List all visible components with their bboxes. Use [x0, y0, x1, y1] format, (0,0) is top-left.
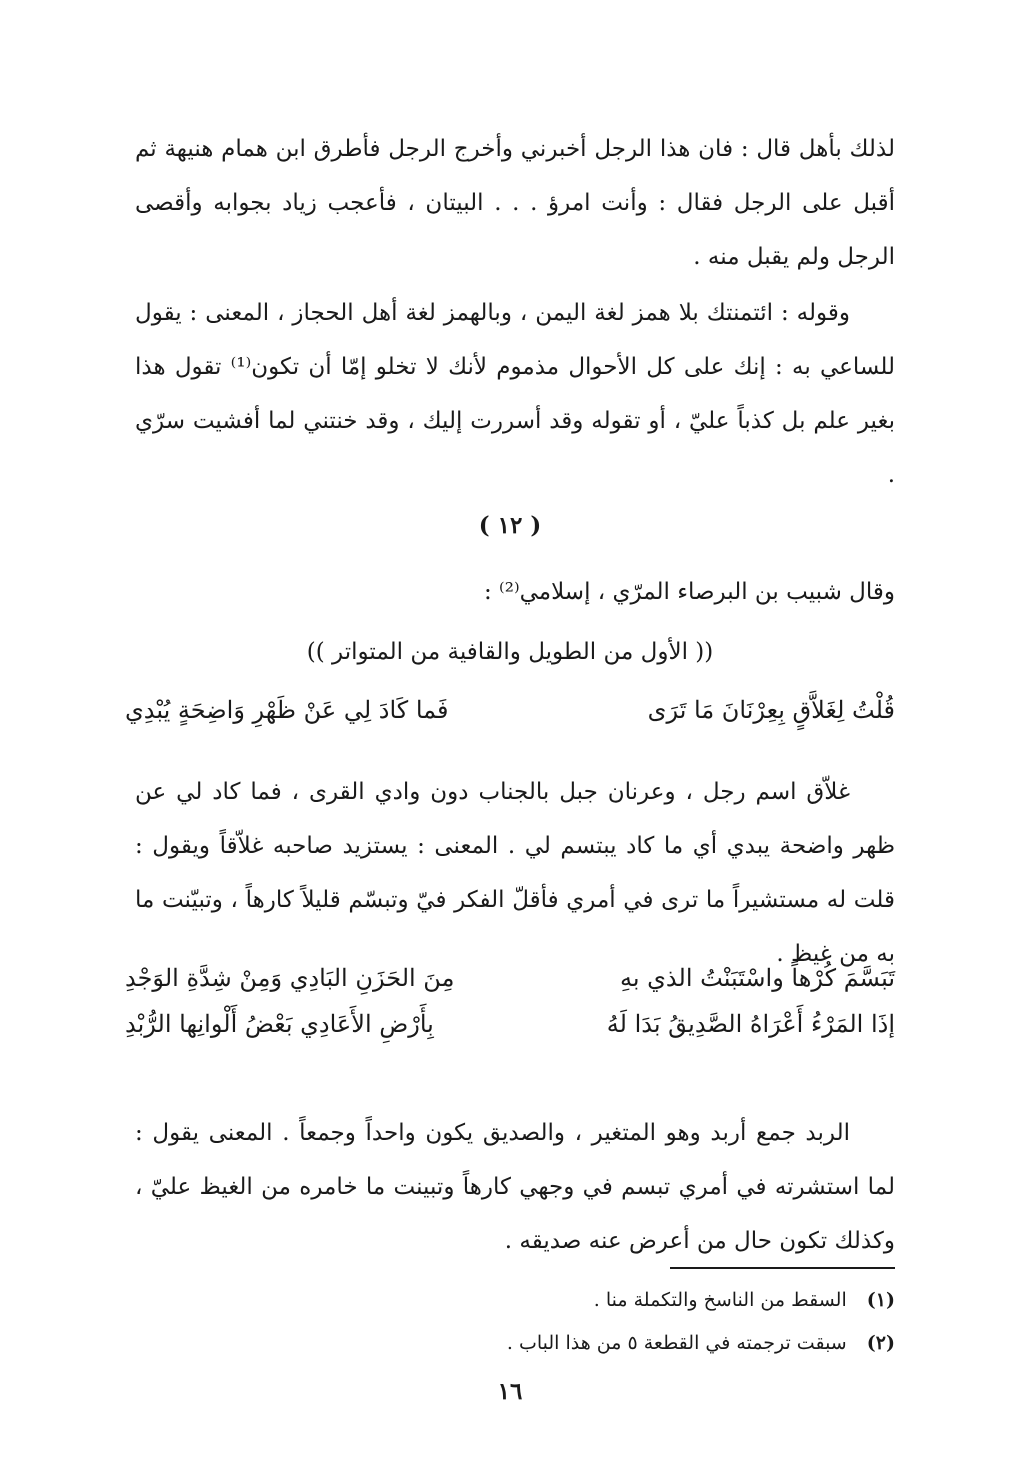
verse-1-first-hemistich: قُلْتُ لِغَلاَّقٍ بِعِرْنَانَ مَا تَرَى	[647, 696, 895, 724]
footnote-1-text: السقط من الناسخ والتكملة منا .	[593, 1289, 847, 1311]
verse-1-second-hemistich: فَما كَادَ لِي عَنْ ظَهْرِ وَاضِحَةٍ يُبْدِي	[125, 696, 449, 724]
verse-3	[125, 1004, 895, 1044]
paragraph-4: الربد جمع أربد وهو المتغير ، والصديق يكون واحداً وجمعاً . المعنى يقول : لما استشرته في أمري تبسم في وجهي كارهاً وتبينت ما خامره من الغيظ عليّ ، وكذلك تكون حال من أعرض عنه صديقه .	[135, 1120, 895, 1254]
footnote-2-text: سبقت ترجمته في القطعة ٥ من هذا الباب .	[506, 1332, 847, 1354]
page-number: ١٦	[497, 1378, 523, 1405]
paragraph-3: غلاّق اسم رجل ، وعرنان جبل بالجناب دون وادي القرى ، فما كاد لي عن ظهر واضحة يبدي أي ما كاد يبتسم لي . المعنى : يستزيد صاحبه غلاّقاً ويقول : قلت له مستشيراً ما ترى في أمري فأقلّ الفكر فيّ وتبسّم قليلاً كارهاً ، وتبيّنت ما به من غيظ .	[135, 779, 895, 967]
verse-2-second-hemistich: مِنَ الحَزَنِ البَادِي وَمِنْ شِدَّةِ الوَجْدِ	[125, 964, 455, 992]
footnote-1-number: (١)	[866, 1289, 895, 1311]
verse-3-first-hemistich: إذَا المَرْءُ أَعْرَاهُ الصَّدِيقُ بَدَا لَهُ	[606, 1010, 895, 1038]
verse-1	[125, 690, 895, 730]
poem-intro: وقال شبيب بن البرصاء المرّي ، إسلامي⁽²⁾ :	[483, 579, 895, 605]
footnote-2-number: (٢)	[866, 1332, 895, 1354]
meter-heading: (( الأول من الطويل والقافية من المتواتر ))	[306, 639, 714, 665]
paragraph-2: وقوله : ائتمنتك بلا همز لغة اليمن ، وبالهمز لغة أهل الحجاز ، المعنى : يقول للساعي به : إنك على كل الأحوال مذموم لأنك لا تخلو إمّا أن تكون⁽¹⁾ تقول هذا بغير علم بل كذباً عليّ ، أو تقوله وقد أسررت إليك ، وقد خنتني لما أفشيت سرّي .	[135, 300, 895, 488]
verse-2-first-hemistich: تَبَسَّمَ كُرْهاً واسْتَبَنْتُ الذي بهِ	[619, 964, 895, 992]
verse-2	[125, 958, 895, 998]
section-number: ( ١٢ )	[478, 512, 542, 539]
footnote-1	[135, 1283, 895, 1317]
paragraph-1: لذلك بأهل قال : فان هذا الرجل أخبرني وأخرج الرجل فأطرق ابن همام هنيهة ثم أقبل على الرجل فقال : وأنت امرؤ . . . البيتان ، فأعجب زياد بجوابه وأقصى الرجل ولم يقبل منه .	[135, 136, 895, 270]
verse-3-second-hemistich: بِأَرْضِ الأَعَادِي بَعْضُ أَلْوانِها الرُّبْدِ	[125, 1010, 434, 1038]
footnote-divider	[670, 1267, 895, 1269]
footnote-2	[135, 1326, 895, 1360]
